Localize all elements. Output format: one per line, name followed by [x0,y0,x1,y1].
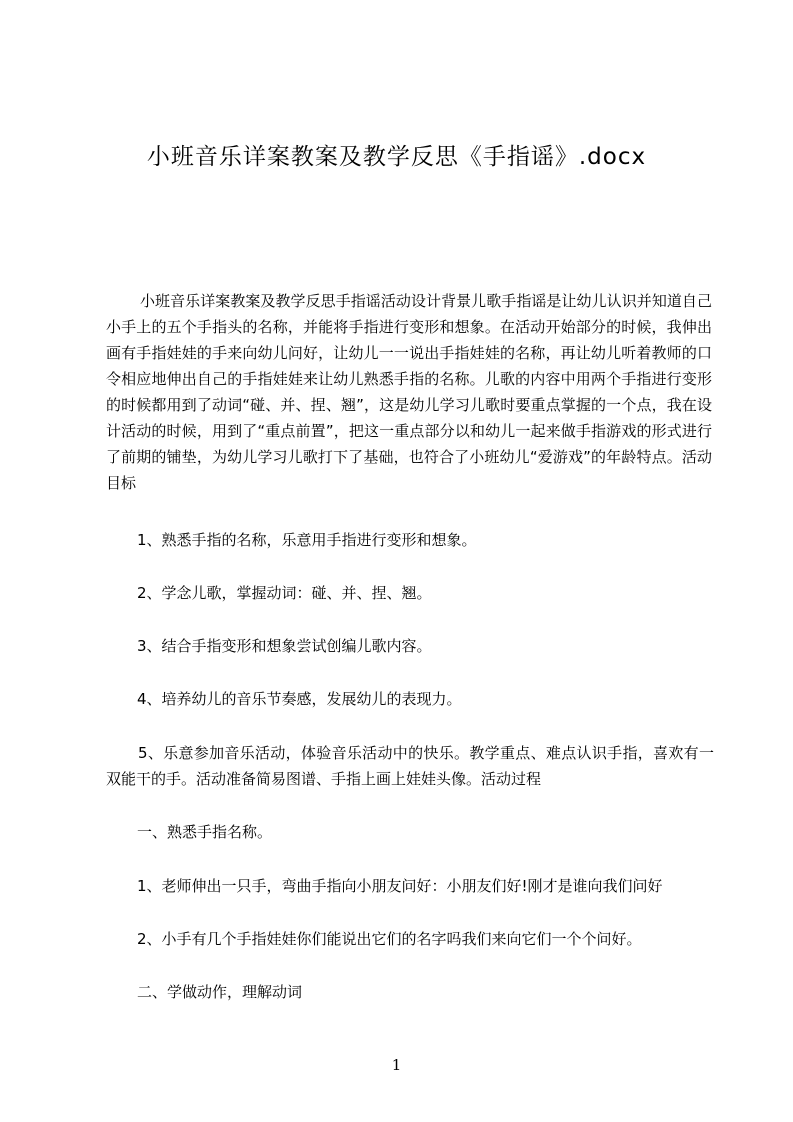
goal-item-5: 5、乐意参加音乐活动，体验音乐活动中的快乐。教学重点、难点认识手指，喜欢有一双能干的手。活动准备简易图谱、手指上画上娃娃头像。活动过程 [106,744,714,788]
page-number: 1 [391,1056,402,1074]
goal-item-4: 4、培养幼儿的音乐节奏感，发展幼儿的表现力。 [137,690,462,708]
section-heading-2: 二、学做动作，理解动词 [137,983,303,1001]
goal-item-1: 1、熟悉手指的名称，乐意用手指进行变形和想象。 [137,531,477,549]
section1-item-1: 1、老师伸出一只手，弯曲手指向小朋友问好：小朋友们好!刚才是谁向我们问好 [137,877,663,895]
goal-item-2: 2、学念儿歌，掌握动词：碰、并、捏、翘。 [137,584,432,602]
section-heading-1: 一、熟悉手指名称。 [137,823,273,841]
intro-paragraph: 小班音乐详案教案及教学反思手指谣活动设计背景儿歌手指谣是让幼儿认识并知道自己小手上的五个手指头的名称，并能将手指进行变形和想象。在活动开始部分的时候，我伸出画有手指娃娃的手来向幼儿问好，让幼儿一一说出手指娃娃的名称，再让幼儿听着教师的口令相应地伸出自己的手指娃娃来让幼儿熟悉手指的名称。儿歌的内容中用两个手指进行变形的时候都用到了动词“碰、并、捏、翘”，这是幼儿学习儿歌时要重点掌握的一个点，我在设计活动的时候，用到了“重点前置”，把这一重点部分以和幼儿一起来做手指游戏的形式进行了前期的铺垫，为幼儿学习儿歌打下了基础，也符合了小班幼儿“爱游戏”的年龄特点。活动目标 [106,292,712,492]
document-title: 小班音乐详案教案及教学反思《手指谣》.docx [146,144,647,170]
goal-item-3: 3、结合手指变形和想象尝试创编儿歌内容。 [137,637,432,655]
section1-item-2: 2、小手有几个手指娃娃你们能说出它们的名字吗我们来向它们一个个问好。 [137,930,642,948]
